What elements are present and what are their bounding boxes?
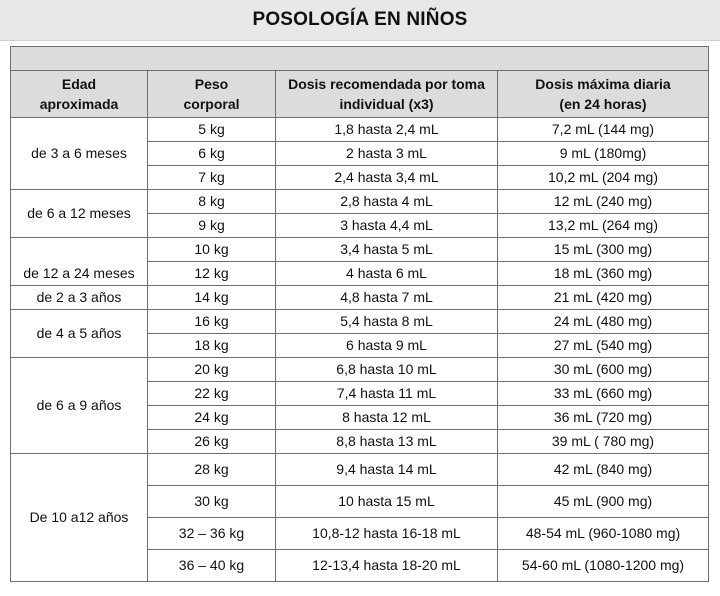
weight-cell: 36 – 40 kg (148, 550, 276, 582)
dose-cell: 1,8 hasta 2,4 mL (276, 118, 498, 142)
max-dose-cell: 24 mL (480 mg) (498, 310, 709, 334)
weight-cell: 26 kg (148, 430, 276, 454)
max-dose-cell: 42 mL (840 mg) (498, 454, 709, 486)
max-dose-cell: 10,2 mL (204 mg) (498, 166, 709, 190)
table-top-band-cell (11, 47, 709, 71)
max-dose-cell: 13,2 mL (264 mg) (498, 214, 709, 238)
table-row (11, 310, 709, 334)
weight-cell: 28 kg (148, 454, 276, 486)
age-cell: de 3 a 6 meses (11, 118, 148, 190)
header-weight-line2: corporal (183, 96, 240, 112)
header-age-line1: Edad (61, 76, 97, 92)
dose-cell: 10,8-12 hasta 16-18 mL (276, 518, 498, 550)
dose-cell: 2,8 hasta 4 mL (276, 190, 498, 214)
weight-cell: 6 kg (148, 142, 276, 166)
dose-cell: 5,4 hasta 8 mL (276, 310, 498, 334)
max-dose-cell: 12 mL (240 mg) (498, 190, 709, 214)
header-weight-line1: Peso (194, 76, 229, 92)
table-row (11, 286, 709, 310)
dose-cell: 6 hasta 9 mL (276, 334, 498, 358)
header-dose-line2: individual (x3) (339, 96, 434, 112)
dose-cell: 8,8 hasta 13 mL (276, 430, 498, 454)
header-weight (148, 71, 276, 118)
table-row (11, 454, 709, 486)
header-age (11, 71, 148, 118)
weight-cell: 24 kg (148, 406, 276, 430)
table-row (11, 358, 709, 382)
page-title: POSOLOGÍA EN NIÑOS (252, 9, 468, 30)
weight-cell: 20 kg (148, 358, 276, 382)
dosage-table-container (10, 46, 708, 582)
age-cell: de 6 a 9 años (11, 358, 148, 454)
dose-cell: 2 hasta 3 mL (276, 142, 498, 166)
header-max-line1: Dosis máxima diaria (535, 76, 671, 92)
age-cell: de 4 a 5 años (11, 310, 148, 358)
weight-cell: 12 kg (148, 262, 276, 286)
max-dose-cell: 39 mL ( 780 mg) (498, 430, 709, 454)
dose-cell: 6,8 hasta 10 mL (276, 358, 498, 382)
age-cell: De 10 a12 años (11, 454, 148, 582)
max-dose-cell: 27 mL (540 mg) (498, 334, 709, 358)
header-dose-line1: Dosis recomendada por toma (288, 76, 485, 92)
weight-cell: 7 kg (148, 166, 276, 190)
table-row (11, 238, 709, 262)
header-age-line2: aproximada (39, 96, 119, 112)
max-dose-cell: 45 mL (900 mg) (498, 486, 709, 518)
title-bar (0, 0, 720, 41)
max-dose-cell: 30 mL (600 mg) (498, 358, 709, 382)
table-row (11, 190, 709, 214)
dose-cell: 2,4 hasta 3,4 mL (276, 166, 498, 190)
age-cell: de 12 a 24 meses (11, 238, 148, 286)
dose-cell: 8 hasta 12 mL (276, 406, 498, 430)
max-dose-cell: 21 mL (420 mg) (498, 286, 709, 310)
dose-cell: 4 hasta 6 mL (276, 262, 498, 286)
dose-cell: 9,4 hasta 14 mL (276, 454, 498, 486)
max-dose-cell: 33 mL (660 mg) (498, 382, 709, 406)
max-dose-cell: 9 mL (180mg) (498, 142, 709, 166)
weight-cell: 16 kg (148, 310, 276, 334)
dosage-table (10, 46, 709, 582)
max-dose-cell: 18 mL (360 mg) (498, 262, 709, 286)
dose-cell: 4,8 hasta 7 mL (276, 286, 498, 310)
age-cell: de 6 a 12 meses (11, 190, 148, 238)
weight-cell: 14 kg (148, 286, 276, 310)
weight-cell: 18 kg (148, 334, 276, 358)
weight-cell: 32 – 36 kg (148, 518, 276, 550)
header-max-dose (498, 71, 709, 118)
dose-cell: 3 hasta 4,4 mL (276, 214, 498, 238)
weight-cell: 9 kg (148, 214, 276, 238)
weight-cell: 30 kg (148, 486, 276, 518)
weight-cell: 22 kg (148, 382, 276, 406)
weight-cell: 5 kg (148, 118, 276, 142)
weight-cell: 8 kg (148, 190, 276, 214)
weight-cell: 10 kg (148, 238, 276, 262)
max-dose-cell: 7,2 mL (144 mg) (498, 118, 709, 142)
max-dose-cell: 15 mL (300 mg) (498, 238, 709, 262)
table-row (11, 118, 709, 142)
dose-cell: 12-13,4 hasta 18-20 mL (276, 550, 498, 582)
header-max-line2: (en 24 horas) (559, 96, 647, 112)
max-dose-cell: 48-54 mL (960-1080 mg) (498, 518, 709, 550)
max-dose-cell: 54-60 mL (1080-1200 mg) (498, 550, 709, 582)
dose-cell: 10 hasta 15 mL (276, 486, 498, 518)
table-header-row (11, 71, 709, 118)
age-cell: de 2 a 3 años (11, 286, 148, 310)
dose-cell: 7,4 hasta 11 mL (276, 382, 498, 406)
max-dose-cell: 36 mL (720 mg) (498, 406, 709, 430)
table-top-band (11, 47, 709, 71)
dose-cell: 3,4 hasta 5 mL (276, 238, 498, 262)
header-dose (276, 71, 498, 118)
